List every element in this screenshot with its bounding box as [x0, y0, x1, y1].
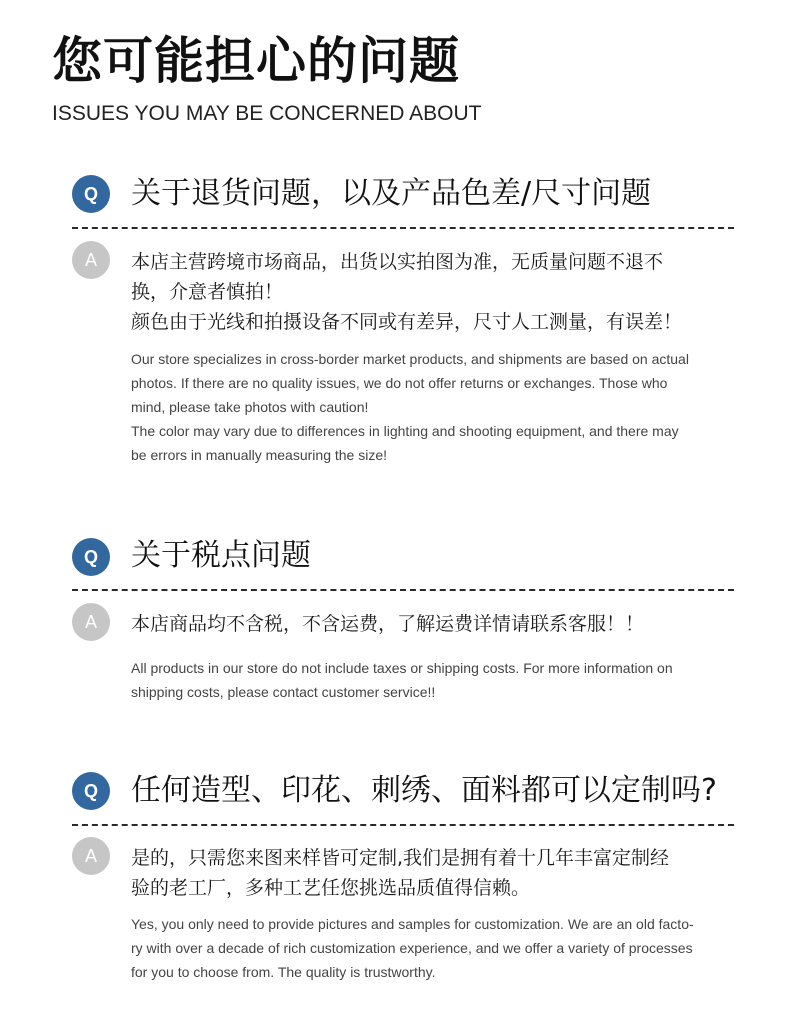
answer-zh-line: 本店主营跨境市场商品，出货以实拍图为准，无质量问题不退不 — [131, 251, 664, 273]
question-badge: Q — [72, 538, 110, 576]
answer-en-line: ry with over a decade of rich customization experience, and we offer a variety of processes — [131, 940, 693, 956]
answer-zh — [131, 609, 731, 639]
answer-en — [131, 347, 731, 467]
answer-zh-line: 验的老工厂，多种工艺任您挑选品质值得信赖。 — [131, 877, 531, 899]
dashed-divider — [72, 589, 734, 591]
answer-en-line: shipping costs, please contact customer service!! — [131, 684, 436, 700]
answer-en-line: Yes, you only need to provide pictures and samples for customization. We are an old facto- — [131, 916, 694, 932]
page-title: 您可能担心的问题 — [52, 32, 460, 90]
answer-en-line: mind, please take photos with caution! — [131, 399, 369, 415]
question-text: 关于税点问题 — [131, 538, 311, 573]
answer-en-line: be errors in manually measuring the size! — [131, 447, 388, 463]
answer-en-line: Our store specializes in cross-border market products, and shipments are based on actual — [131, 351, 689, 367]
answer-en — [131, 656, 731, 704]
answer-en — [131, 912, 731, 984]
question-text: 任何造型、印花、刺绣、面料都可以定制吗? — [131, 773, 717, 808]
answer-zh-line: 是的，只需您来图来样皆可定制,我们是拥有着十几年丰富定制经 — [131, 847, 670, 869]
question-badge: Q — [72, 175, 110, 213]
answer-en-line: for you to choose from. The quality is trustworthy. — [131, 964, 436, 980]
answer-en-line: The color may vary due to differences in lighting and shooting equipment, and there may — [131, 423, 679, 439]
answer-zh-line: 颜色由于光线和拍摄设备不同或有差异，尺寸人工测量，有误差！ — [131, 311, 683, 333]
page-subtitle: ISSUES YOU MAY BE CONCERNED ABOUT — [52, 102, 482, 125]
answer-zh — [131, 843, 731, 903]
question-badge: Q — [72, 772, 110, 810]
answer-zh — [131, 247, 731, 337]
question-text: 关于退货问题，以及产品色差/尺寸问题 — [131, 176, 652, 211]
answer-zh-line: 换，介意者慎拍！ — [131, 281, 284, 303]
answer-badge: A — [72, 837, 110, 875]
dashed-divider — [72, 824, 734, 826]
answer-zh-line: 本店商品均不含税，不含运费，了解运费详情请联系客服！！ — [131, 613, 645, 635]
answer-badge: A — [72, 241, 110, 279]
answer-en-line: photos. If there are no quality issues, we do not offer returns or exchanges. Those who — [131, 375, 668, 391]
answer-en-line: All products in our store do not include taxes or shipping costs. For more information on — [131, 660, 673, 676]
answer-badge: A — [72, 603, 110, 641]
dashed-divider — [72, 227, 734, 229]
